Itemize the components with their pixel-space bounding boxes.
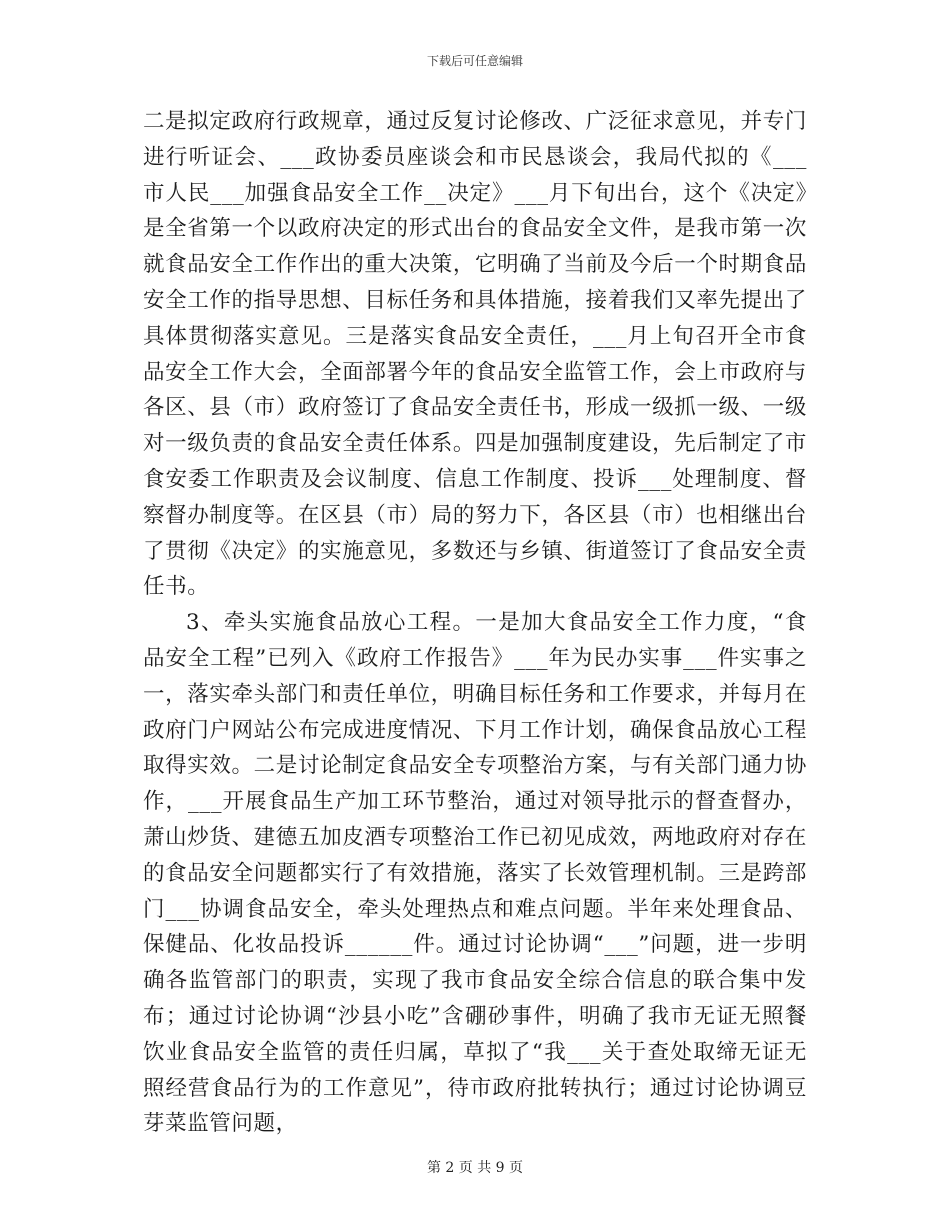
document-body xyxy=(143,104,807,1142)
page-header: 下载后可任意编辑 xyxy=(426,54,523,68)
page-number: 第 2 页 共 9 页 xyxy=(426,1160,524,1176)
paragraph-continuation: 二是拟定政府行政规章，通过反复讨论修改、广泛征求意见，并专门进行听证会、___政协委员座谈会和市民恳谈会，我局代拟的《___市人民___加强食品安全工作__决定》___月下旬出台，这个《决定》是全省第一个以政府决定的形式出台的食品安全文件，是我市第一次就食品安全工作作出的重大决策，它明确了当前及今后一个时期食品安全工作的指导思想、目标任务和具体措施，接着我们又率先提出了具体贯彻落实意见。三是落实食品安全责任，___月上旬召开全市食品安全工作大会，全面部署今年的食品安全监管工作，会上市政府与各区、县（市）政府签订了食品安全责任书，形成一级抓一级、一级对一级负责的食品安全责任体系。四是加强制度建设，先后制定了市食安委工作职责及会议制度、信息工作制度、投诉___处理制度、督察督办制度等。在区县（市）局的努力下，各区县（市）也相继出台了贯彻《决定》的实施意见，多数还与乡镇、街道签订了食品安全责任书。 xyxy=(143,109,807,600)
paragraph-section-3: 3、牵头实施食品放心工程。一是加大食品安全工作力度，“食品安全工程”已列入《政府工作报告》___年为民办实事___件实事之一，落实牵头部门和责任单位，明确目标任务和工作要求，并每月在政府门户网站公布完成进度情况、下月工作计划，确保食品放心工程取得实效。二是讨论制定食品安全专项整治方案，与有关部门通力协作，___开展食品生产加工环节整治，通过对领导批示的督查督办，萧山炒货、建德五加皮酒专项整治工作已初见成效，两地政府对存在的食品安全问题都实行了有效措施，落实了长效管理机制。三是跨部门___协调食品安全，牵头处理热点和难点问题。半年来处理食品、保健品、化妆品投诉______件。通过讨论协调“___”问题，进一步明确各监管部门的职责，实现了我市食品安全综合信息的联合集中发布；通过讨论协调“沙县小吃”含硼砂事件，明确了我市无证无照餐饮业食品安全监管的责任归属，草拟了“我___关于查处取缔无证无照经营食品行为的工作意见”，待市政府批转执行；通过讨论协调豆芽菜监管问题， xyxy=(143,610,807,1137)
